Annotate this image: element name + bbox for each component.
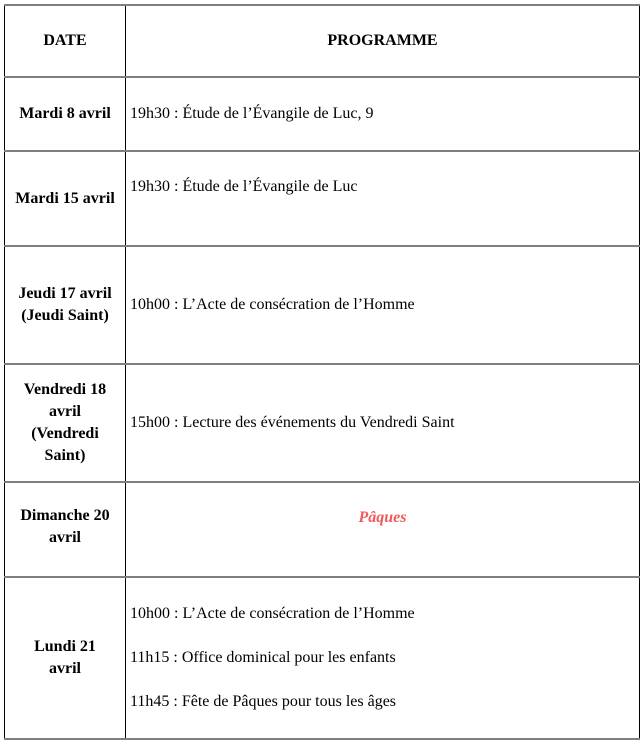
date-cell: Jeudi 17 avril (Jeudi Saint) bbox=[5, 246, 126, 364]
table-row bbox=[5, 482, 640, 577]
programme-cell: 19h30 : Étude de l’Évangile de Luc, 9 bbox=[126, 77, 640, 151]
date-cell: Lundi 21 avril bbox=[5, 577, 126, 739]
date-cell: Vendredi 18 avril (Vendredi Saint) bbox=[5, 364, 126, 482]
programme-cell: 19h30 : Étude de l’Évangile de Luc bbox=[126, 151, 640, 246]
header-row bbox=[5, 5, 640, 77]
date-header: DATE bbox=[5, 5, 126, 77]
date-cell: Dimanche 20 avril bbox=[5, 482, 126, 577]
date-cell: Mardi 15 avril bbox=[5, 151, 126, 246]
easter-highlight: Pâques bbox=[126, 482, 640, 577]
programme-cell bbox=[126, 577, 640, 739]
programme-item: 10h00 : L’Acte de consécration de l’Homme bbox=[130, 605, 415, 622]
table-row bbox=[5, 151, 640, 246]
table-row bbox=[5, 77, 640, 151]
table-row bbox=[5, 577, 640, 739]
programme-table bbox=[4, 4, 640, 740]
table-row bbox=[5, 364, 640, 482]
date-cell: Mardi 8 avril bbox=[5, 77, 126, 151]
programme-item: 11h45 : Fête de Pâques pour tous les âges bbox=[130, 693, 397, 710]
programme-header: PROGRAMME bbox=[126, 5, 640, 77]
programme-cell: 10h00 : L’Acte de consécration de l’Homme bbox=[126, 246, 640, 364]
programme-item: 11h15 : Office dominical pour les enfants bbox=[130, 649, 396, 666]
programme-cell: 15h00 : Lecture des événements du Vendredi Saint bbox=[126, 364, 640, 482]
table-row bbox=[5, 246, 640, 364]
